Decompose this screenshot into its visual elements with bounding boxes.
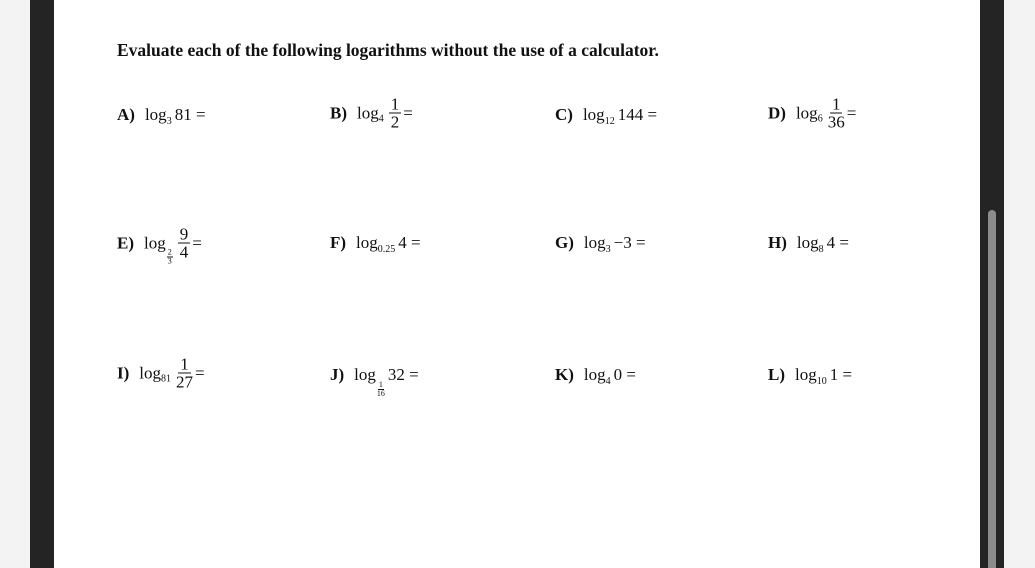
problem-k [555, 365, 636, 385]
log-text: log [144, 233, 166, 252]
log-base: 4 [378, 113, 384, 125]
log-base: 0.25 [377, 243, 396, 255]
problem-j [330, 365, 419, 398]
problem-label: D) [768, 103, 786, 122]
equals: = [846, 103, 857, 122]
numerator: 9 [179, 224, 189, 244]
equals: = [626, 365, 636, 384]
problem-e [117, 224, 202, 266]
log-base: 8 [818, 243, 824, 255]
log-text: log [354, 365, 376, 384]
log-argument: 81 [174, 105, 192, 124]
equals: = [411, 233, 421, 252]
log-argument: 144 [617, 105, 644, 124]
problem-b [330, 96, 413, 131]
log-text: log [356, 233, 378, 252]
problem-d [768, 96, 856, 131]
log-base: 6 [817, 113, 823, 125]
problem-label: E) [117, 233, 134, 252]
problem-f [330, 233, 421, 253]
equals: = [403, 103, 413, 122]
log-text: log [583, 233, 606, 252]
problem-label: H) [768, 233, 787, 252]
equals: = [635, 233, 646, 252]
problem-a [117, 105, 206, 125]
numerator: 1 [831, 94, 841, 114]
denominator: 36 [827, 112, 845, 132]
equals: = [409, 365, 419, 384]
instructions-heading: Evaluate each of the following logarithms without the use of a calculator. [117, 40, 659, 60]
log-base: 3 [605, 243, 611, 255]
problem-label: L) [768, 365, 785, 384]
problem-label: F) [330, 233, 347, 252]
equals: = [842, 365, 853, 384]
numerator: 1 [180, 354, 189, 374]
problem-h [768, 233, 849, 253]
log-text: log [139, 363, 162, 382]
log-text: log [795, 103, 818, 122]
problem-label: I) [117, 363, 130, 382]
log-text: log [357, 103, 379, 122]
log-text: log [796, 233, 819, 252]
problem-g [555, 233, 646, 253]
log-base-fraction [377, 381, 385, 398]
log-text: log [795, 365, 817, 384]
problem-label: G) [555, 233, 574, 252]
equals: = [839, 233, 849, 252]
log-base: 10 [816, 375, 827, 387]
problem-i [117, 356, 205, 391]
log-text: log [582, 105, 605, 124]
denominator: 4 [179, 242, 189, 262]
log-argument: 4 [826, 233, 836, 252]
scrollbar-thumb[interactable] [988, 210, 996, 568]
log-argument-fraction [176, 356, 193, 391]
log-base: 12 [604, 115, 615, 127]
log-argument: 4 [398, 233, 407, 252]
denominator: 3 [167, 256, 172, 266]
numerator: 1 [378, 379, 383, 389]
problem-label: J) [330, 365, 345, 384]
equals: = [647, 105, 658, 124]
problem-label: A) [117, 105, 135, 124]
denominator: 16 [376, 388, 385, 398]
log-argument: 0 [613, 365, 623, 384]
log-argument-fraction [828, 96, 845, 131]
problem-l [768, 365, 852, 385]
log-argument: 32 [387, 365, 405, 384]
log-argument: 1 [829, 365, 839, 384]
denominator: 27 [176, 372, 194, 392]
log-argument-fraction [178, 226, 191, 261]
problem-label: K) [555, 365, 574, 384]
log-base: 4 [605, 375, 611, 387]
document-page [54, 0, 980, 568]
problem-label: B) [330, 103, 347, 122]
problem-c [555, 105, 657, 125]
equals: = [195, 105, 206, 124]
log-base-fraction [167, 249, 173, 266]
numerator: 1 [390, 94, 400, 114]
log-base: 81 [161, 373, 172, 385]
equals: = [195, 363, 205, 382]
log-base: 3 [166, 115, 172, 127]
log-text: log [583, 365, 606, 384]
log-argument-fraction [389, 96, 402, 131]
viewer-left-border [30, 0, 54, 568]
equals: = [192, 233, 202, 252]
log-text: log [144, 105, 167, 124]
problem-label: C) [555, 105, 573, 124]
log-argument: −3 [613, 233, 632, 252]
numerator: 2 [167, 247, 172, 257]
denominator: 2 [390, 112, 400, 132]
